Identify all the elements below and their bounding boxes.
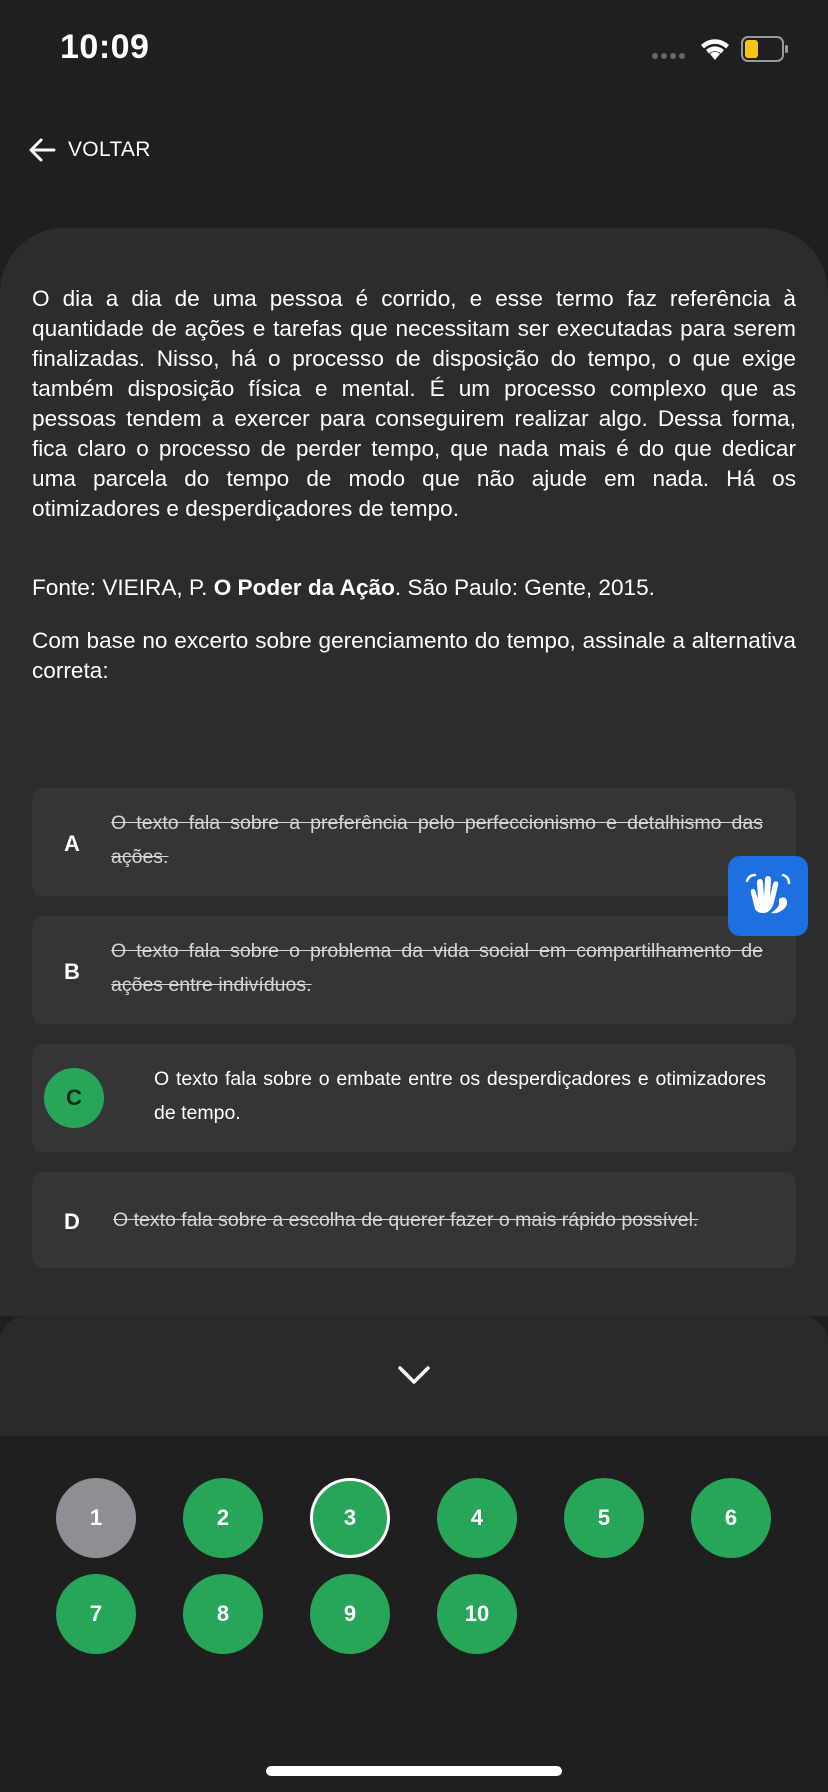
- battery-icon: [741, 36, 789, 62]
- option-d[interactable]: [32, 1172, 796, 1268]
- wifi-icon: [698, 34, 732, 62]
- question-number-5[interactable]: 5: [564, 1478, 644, 1558]
- question-number-9[interactable]: 9: [310, 1574, 390, 1654]
- option-letter: B: [64, 959, 80, 984]
- back-label: VOLTAR: [68, 138, 151, 161]
- cellular-signal-icon: [652, 53, 685, 59]
- status-time: 10:09: [60, 28, 150, 66]
- option-text: O texto fala sobre a preferência pelo perfeccionismo e detalhismo das ações.: [111, 812, 763, 868]
- chevron-down-icon[interactable]: [394, 1360, 434, 1388]
- source-suffix: . São Paulo: Gente, 2015.: [394, 575, 655, 600]
- option-b[interactable]: [32, 916, 796, 1024]
- option-c[interactable]: [32, 1044, 796, 1152]
- option-a[interactable]: [32, 788, 796, 896]
- question-number-2[interactable]: 2: [183, 1478, 263, 1558]
- option-letter: D: [64, 1209, 80, 1234]
- question-number-10[interactable]: 10: [437, 1574, 517, 1654]
- passage-text: O dia a dia de uma pessoa é corrido, e esse termo faz referência à quantidade de ações e tarefas que necessitam ser executadas para serem finalizadas. Nisso, há o processo de disposição do tempo, o que exige também disposição física e mental. É um processo complexo que as pessoas tendem a exercer para conseguirem realizar algo. Dessa forma, fica claro o processo de perder tempo, que nada mais é do que dedicar uma parcela do tempo de modo que não ajude em nada. Há os otimizadores e desperdiçadores de tempo.: [32, 286, 796, 521]
- question-number-6[interactable]: 6: [691, 1478, 771, 1558]
- back-button[interactable]: [28, 136, 151, 164]
- arrow-left-icon: [28, 136, 56, 164]
- home-indicator[interactable]: [266, 1766, 562, 1776]
- selected-option-badge: C: [44, 1068, 104, 1128]
- status-bar: [0, 0, 828, 100]
- option-text: O texto fala sobre o problema da vida social em compartilhamento de ações entre indivíduos.: [111, 940, 763, 996]
- question-number-8[interactable]: 8: [183, 1574, 263, 1654]
- question-number-1[interactable]: 1: [56, 1478, 136, 1558]
- question-text: Com base no excerto sobre gerenciamento do tempo, assinale a alternativa correta:: [32, 628, 796, 683]
- sign-language-button[interactable]: [728, 856, 808, 936]
- source-prefix: Fonte: VIEIRA, P.: [32, 575, 214, 600]
- sign-language-icon: [741, 869, 795, 923]
- option-letter: A: [64, 831, 80, 856]
- option-text: O texto fala sobre o embate entre os desperdiçadores e otimizadores de tempo.: [154, 1068, 766, 1124]
- option-text: O texto fala sobre a escolha de querer fazer o mais rápido possível.: [113, 1209, 699, 1231]
- question-number-3[interactable]: 3: [310, 1478, 390, 1558]
- question-number-7[interactable]: 7: [56, 1574, 136, 1654]
- source-citation: [32, 573, 796, 603]
- source-title: O Poder da Ação: [213, 575, 395, 600]
- question-number-4[interactable]: 4: [437, 1478, 517, 1558]
